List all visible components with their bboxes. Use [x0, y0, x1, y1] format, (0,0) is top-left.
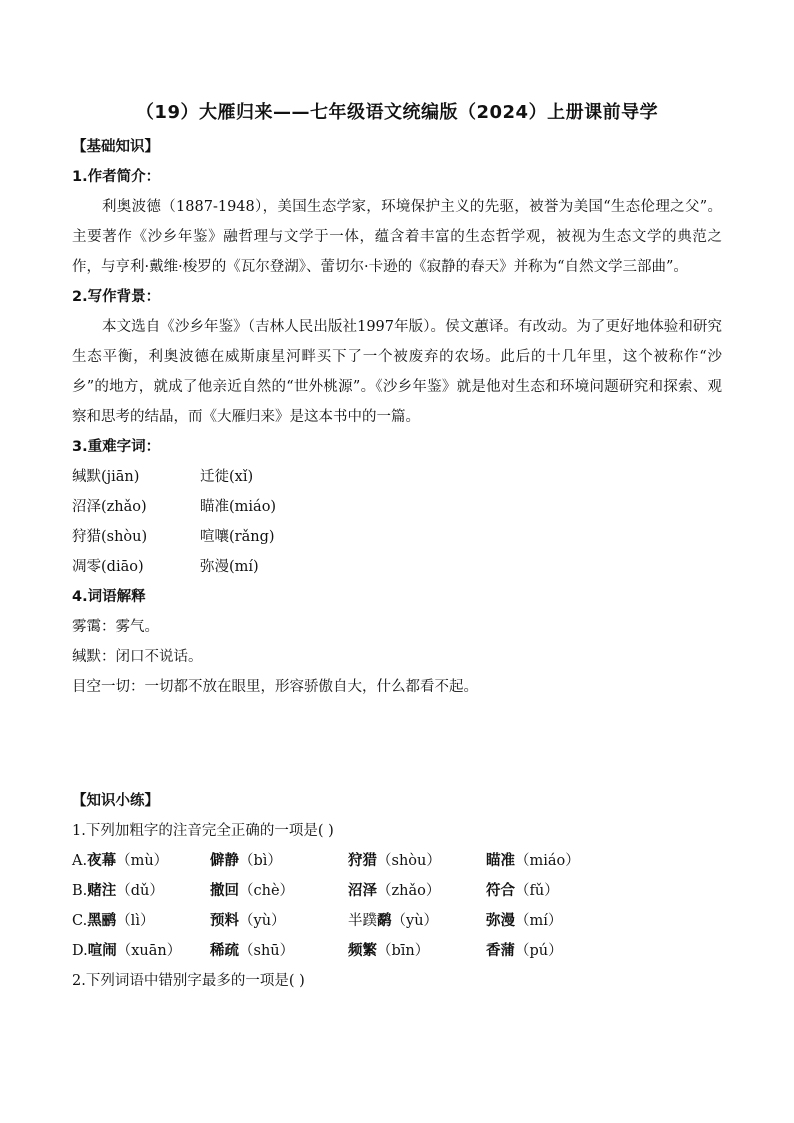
definition-item: 缄默：闭口不说话。 — [72, 649, 203, 665]
question-2: 2.下列词语中错别字最多的一项是( ) — [72, 973, 305, 989]
option-item: C.黑鹂（lì） — [72, 913, 155, 929]
option-item: B.赌注（dǔ） — [72, 883, 164, 899]
word-item: 凋零(diāo) — [72, 559, 144, 575]
section-header-practice: 【知识小练】 — [72, 793, 159, 809]
question-1-options — [72, 846, 722, 966]
option-item: 符合（fǔ） — [486, 883, 559, 899]
basic-knowledge-section — [72, 132, 722, 702]
option-item: 弥漫（mí） — [486, 913, 563, 929]
background-paragraph: 本文选自《沙乡年鉴》（吉林人民出版社1997年版）。侯文蕙译。有改动。为了更好地体验和研究生态平衡，利奥波德在威斯康星河畔买下了一个被废弃的农场。此后的十几年里，这个被称作“沙乡”的地方，就成了他亲近自然的“世外桃源”。《沙乡年鉴》就是他对生态和环境问题研究和探索、观察和思考的结晶，而《大雁归来》是这本书中的一篇。 — [72, 319, 722, 425]
definition-item: 雾霭：雾气。 — [72, 619, 159, 635]
word-item: 狩猎(shòu) — [72, 529, 148, 545]
question-1: 1.下列加粗字的注音完全正确的一项是( ) — [72, 823, 334, 839]
background-title: 2.写作背景： — [72, 289, 161, 305]
option-item: 僻静（bì） — [210, 853, 282, 869]
option-item: 稀疏（shū） — [210, 943, 295, 959]
author-intro-paragraph: 利奥波德（1887-1948），美国生态学家，环境保护主义的先驱，被誉为美国“生态伦理之父”。主要著作《沙乡年鉴》融哲理与文学于一体，蕴含着丰富的生态哲学观，被视为生态文学的典范之作，与亨利·戴维·梭罗的《瓦尔登湖》、蕾切尔·卡逊的《寂静的春天》并称为“自然文学三部曲”。 — [72, 199, 722, 275]
option-item: 瞄准（miáo） — [486, 853, 580, 869]
option-item: A.夜幕（mù） — [72, 853, 169, 869]
option-item: 预料（yù） — [210, 913, 286, 929]
document-title: （19）大雁归来——七年级语文统编版（2024）上册课前导学 — [135, 102, 659, 123]
option-item: 频繁（bīn） — [348, 943, 430, 959]
word-item: 迁徙(xǐ) — [200, 469, 254, 485]
option-d — [72, 936, 722, 966]
key-words-title: 3.重难字词： — [72, 439, 161, 455]
option-item: 香蒲（pú） — [486, 943, 563, 959]
option-item: 狩猎（shòu） — [348, 853, 441, 869]
word-item: 缄默(jiān) — [72, 469, 140, 485]
word-item: 喧嚷(rǎng) — [200, 529, 275, 545]
option-a — [72, 846, 722, 876]
option-c — [72, 906, 722, 936]
key-words-grid — [72, 462, 722, 582]
option-item: 撤回（chè） — [210, 883, 295, 899]
word-item: 弥漫(mí) — [200, 559, 259, 575]
word-item: 瞄准(miáo) — [200, 499, 277, 515]
word-item: 沼泽(zhǎo) — [72, 499, 147, 515]
practice-section — [72, 786, 722, 996]
option-b — [72, 876, 722, 906]
author-intro-title: 1.作者简介： — [72, 169, 161, 185]
definition-item: 目空一切：一切都不放在眼里，形容骄傲自大，什么都看不起。 — [72, 679, 478, 695]
option-item: 半蹼鹬（yù） — [348, 913, 439, 929]
section-header-basic: 【基础知识】 — [72, 139, 159, 155]
option-item: D.喧闹（xuān） — [72, 943, 182, 959]
definitions-title: 4.词语解释 — [72, 589, 146, 605]
option-item: 沼泽（zhǎo） — [348, 883, 441, 899]
